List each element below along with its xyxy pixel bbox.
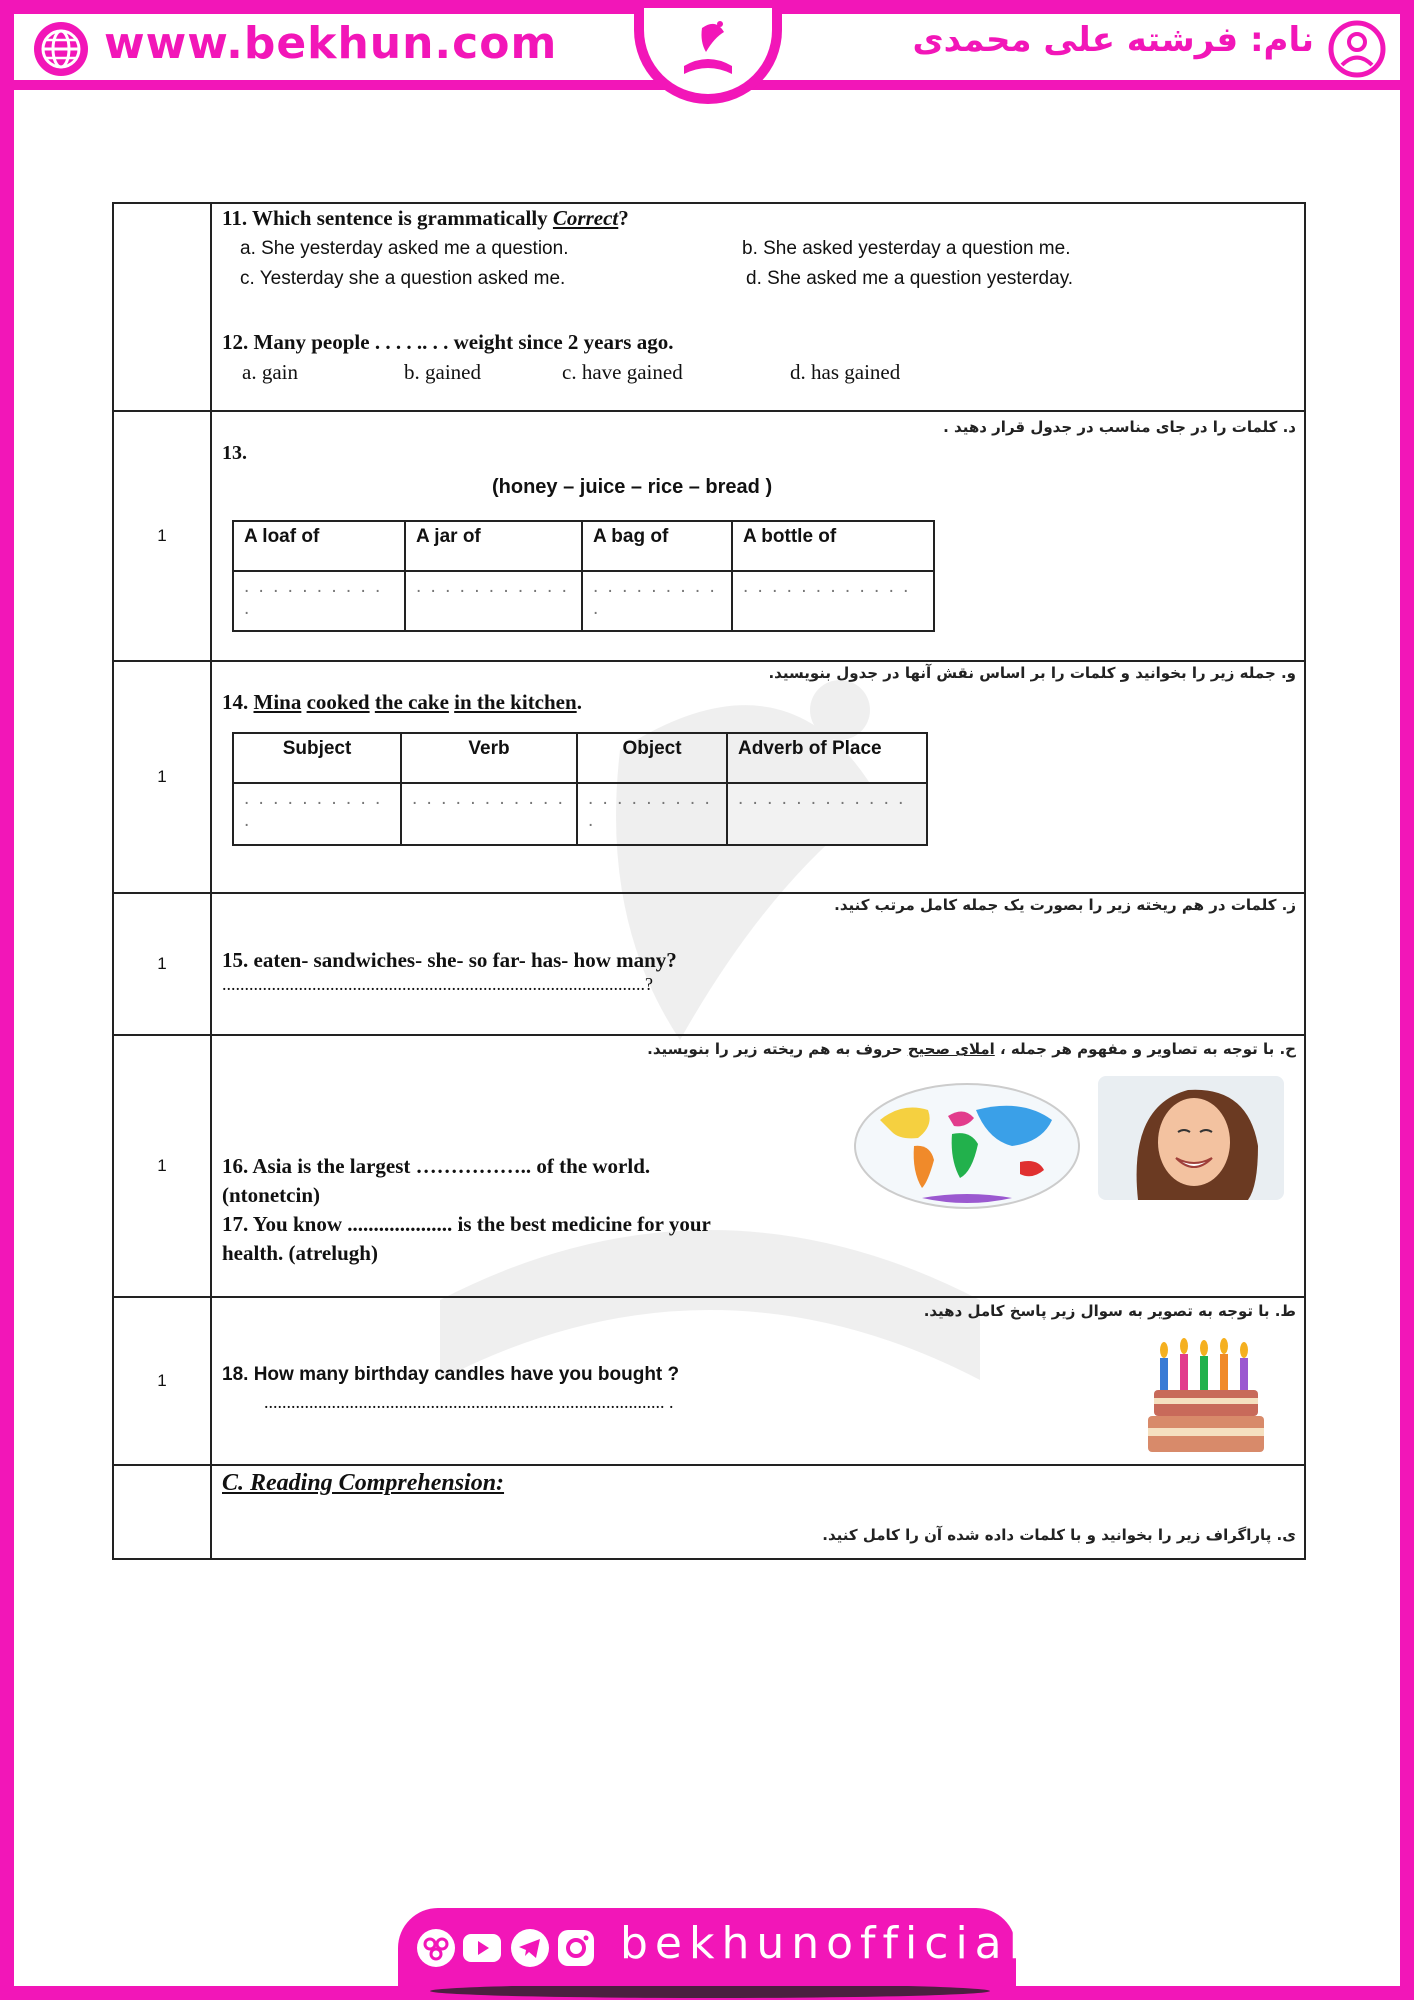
option-11d: d. She asked me a question yesterday. <box>746 268 1074 289</box>
option-12b: b. gained <box>404 360 481 384</box>
question-17: 17. You know .................... is the best medicine for your health. (atrelugh) <box>222 1212 711 1265</box>
word-bank: (honey – juice – rice – bread ) <box>492 476 773 498</box>
answer-blank[interactable]: . . . . . . . . . . <box>582 571 732 631</box>
question-15: 15. eaten- sandwiches- she- so far- has- how many? <box>222 948 677 972</box>
exam-table <box>112 202 1306 1560</box>
score-cell: 1 <box>113 661 211 893</box>
world-map-image <box>852 1080 1082 1212</box>
footer-bar <box>398 1908 1028 1986</box>
answer-blank[interactable]: . . . . . . . . . . . <box>401 783 577 845</box>
answer-blank[interactable]: . . . . . . . . . . . <box>405 571 582 631</box>
user-icon <box>1328 20 1386 78</box>
question-16: 16. Asia is the largest …………….. of the world. (ntonetcin) <box>222 1154 651 1207</box>
header-cell: A bag of <box>582 521 732 571</box>
header-cell: A loaf of <box>233 521 405 571</box>
header-cell: A bottle of <box>732 521 934 571</box>
header-cell: Subject <box>233 733 401 783</box>
student-name: نام: فرشته علی محمدی <box>912 20 1314 60</box>
instruction-16-17: ح. با توجه به تصاویر و مفهوم هر جمله ، املای صحیح حروف به هم ریخته زیر را بنویسید. <box>647 1040 1296 1058</box>
header-cell: Object <box>577 733 727 783</box>
link-icon[interactable] <box>416 1928 456 1968</box>
answer-blank[interactable]: . . . . . . . . . . . . <box>732 571 934 631</box>
option-12d: d. has gained <box>790 360 901 384</box>
birthday-cake-image <box>1146 1336 1266 1458</box>
option-11c: c. Yesterday she a question asked me. <box>240 268 566 289</box>
section-heading: C. Reading Comprehension: <box>222 1470 505 1496</box>
header-cell: Adverb of Place <box>727 733 927 783</box>
answer-blank[interactable]: . . . . . . . . . . . . <box>727 783 927 845</box>
instruction-15: ز. کلمات در هم ریخته زیر را بصورت یک جمله کامل مرتب کنید. <box>834 896 1296 914</box>
question-18: 18. How many birthday candles have you bought ? <box>222 1364 680 1385</box>
instruction-reading: ی. پاراگراف زیر را بخوانید و با کلمات داده شده آن را کامل کنید. <box>822 1526 1296 1544</box>
globe-icon <box>32 20 90 78</box>
score-cell <box>113 203 211 411</box>
option-12c: c. have gained <box>562 360 683 384</box>
brand-logo <box>634 0 782 104</box>
book-logo-icon <box>644 8 772 94</box>
answer-blank[interactable]: . . . . . . . . . . <box>577 783 727 845</box>
option-12a: a. gain <box>242 360 298 384</box>
site-url[interactable]: www.bekhun.com <box>104 18 558 69</box>
telegram-icon[interactable] <box>510 1928 550 1968</box>
header-cell: Verb <box>401 733 577 783</box>
fill-table-13 <box>232 520 935 632</box>
score-cell: 1 <box>113 1035 211 1297</box>
score-cell: 1 <box>113 411 211 661</box>
footer-shadow <box>430 1984 990 1998</box>
score-cell: 1 <box>113 893 211 1035</box>
answer-blank[interactable]: . . . . . . . . . . . <box>233 783 401 845</box>
question-12: 12. Many people . . . . .. . . weight since 2 years ago. <box>222 330 674 354</box>
laughing-woman-image <box>1098 1076 1284 1200</box>
option-11b: b. She asked yesterday a question me. <box>742 238 1071 259</box>
score-cell: 1 <box>113 1297 211 1465</box>
answer-line-15[interactable]: ..............................................................................................? <box>222 974 653 994</box>
instruction-18: ط. با توجه به تصویر به سوال زیر پاسخ کامل دهید. <box>923 1302 1296 1320</box>
header-cell: A jar of <box>405 521 582 571</box>
instruction-14: و. جمله زیر را بخوانید و کلمات را بر اساس نقش آنها در جدول بنویسید. <box>768 664 1296 682</box>
option-11a: a. She yesterday asked me a question. <box>240 238 569 259</box>
youtube-icon[interactable] <box>462 1928 502 1968</box>
social-handle[interactable]: bekhunofficial <box>620 1918 1028 1969</box>
score-cell <box>113 1465 211 1559</box>
question-11: 11. Which sentence is grammatically Correct? <box>222 206 629 230</box>
fill-table-14 <box>232 732 928 846</box>
header-bar <box>14 14 1400 90</box>
answer-line-18[interactable]: ......................................................................................... . <box>264 1392 674 1412</box>
instagram-icon[interactable] <box>556 1928 596 1968</box>
question-14: 14. Mina cooked the cake in the kitchen. <box>222 690 582 714</box>
answer-blank[interactable]: . . . . . . . . . . . <box>233 571 405 631</box>
question-13-number: 13. <box>222 442 247 464</box>
instruction-13: د. کلمات را در جای مناسب در جدول قرار دهید . <box>943 418 1296 436</box>
